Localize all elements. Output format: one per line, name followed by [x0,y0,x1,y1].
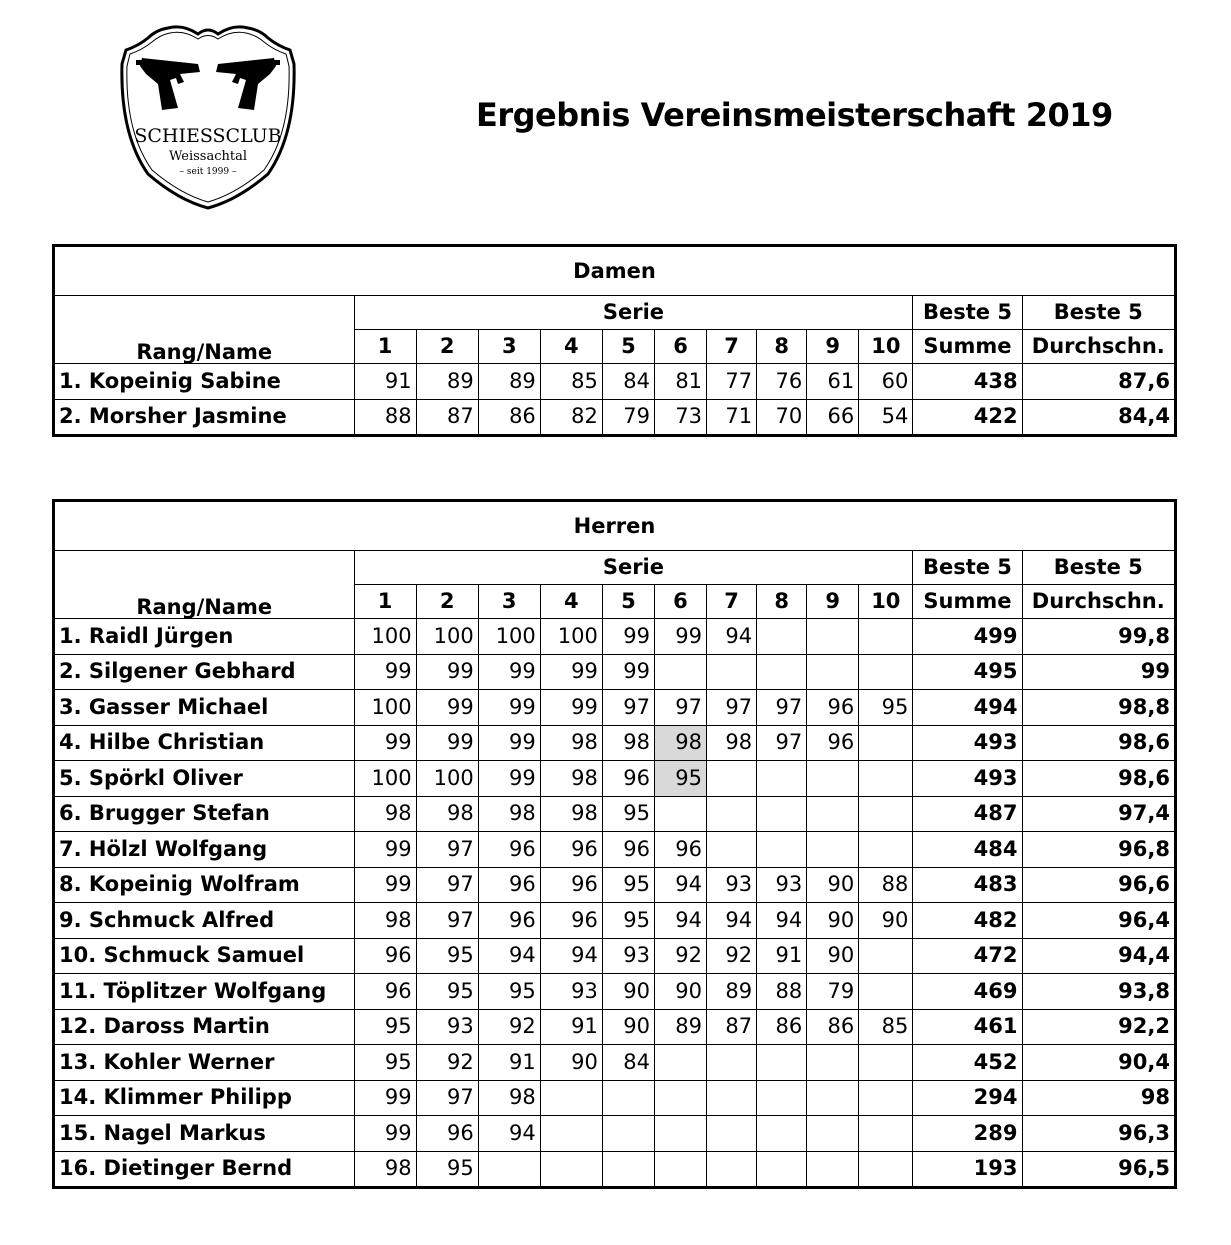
best5-sum: 438 [913,364,1022,400]
score-cell: 99 [354,1116,416,1152]
score-cell: 96 [807,725,859,761]
score-cell: 71 [707,399,757,436]
rank-name: 8. Kopeinig Wolfram [54,867,355,903]
score-cell: 86 [478,399,540,436]
best5-average: 96,3 [1022,1116,1175,1152]
score-cell: 90 [807,903,859,939]
score-cell [478,1151,540,1188]
score-cell: 93 [416,1009,478,1045]
score-cell [859,654,913,690]
score-cell: 99 [478,690,540,726]
score-cell: 97 [757,690,807,726]
score-cell: 93 [707,867,757,903]
score-cell: 96 [540,903,602,939]
table-row [54,1009,1176,1045]
score-cell [540,1080,602,1116]
serie-number-header: 3 [478,585,540,619]
best5-sum: 494 [913,690,1022,726]
score-cell-highlighted: 95 [654,761,706,797]
score-cell [540,1116,602,1152]
score-cell: 92 [707,938,757,974]
score-cell [757,1116,807,1152]
score-cell: 79 [807,974,859,1010]
table-row [54,399,1176,436]
serie-number-header: 4 [540,585,602,619]
score-cell: 70 [757,399,807,436]
score-cell [807,619,859,655]
score-cell: 95 [354,1045,416,1081]
score-cell: 90 [602,974,654,1010]
score-cell: 95 [354,1009,416,1045]
score-cell: 98 [478,1080,540,1116]
score-cell [707,1080,757,1116]
herren-body [54,501,1176,1188]
score-cell [859,974,913,1010]
rank-name: 15. Nagel Markus [54,1116,355,1152]
best5-sum: 495 [913,654,1022,690]
serie-number-header: 1 [354,585,416,619]
score-cell: 95 [478,974,540,1010]
score-cell [540,1151,602,1188]
best5-sum: 499 [913,619,1022,655]
score-cell: 89 [416,364,478,400]
score-cell [707,654,757,690]
score-cell [807,761,859,797]
serie-header: Serie [354,551,913,585]
table-row [54,725,1176,761]
score-cell: 91 [757,938,807,974]
score-cell: 96 [416,1116,478,1152]
club-name: SCHIESSCLUB [134,125,282,147]
score-cell-highlighted: 98 [654,725,706,761]
score-cell: 90 [602,1009,654,1045]
score-cell: 97 [416,1080,478,1116]
rang-name-header: Rang/Name [54,551,355,619]
best5-average: 99,8 [1022,619,1175,655]
score-cell: 89 [478,364,540,400]
score-cell: 99 [602,654,654,690]
score-cell: 94 [540,938,602,974]
score-cell: 100 [478,619,540,655]
herren-table [52,499,1177,1189]
score-cell: 88 [354,399,416,436]
best5-sum: 493 [913,725,1022,761]
score-cell [859,938,913,974]
score-cell: 90 [807,867,859,903]
serie-number-header: 10 [859,330,913,364]
rank-name: 16. Dietinger Bernd [54,1151,355,1188]
table-row [54,654,1176,690]
score-cell [757,654,807,690]
score-cell: 85 [859,1009,913,1045]
score-cell: 96 [478,867,540,903]
beste5-summe-header-top: Beste 5 [913,296,1022,330]
best5-average: 99 [1022,654,1175,690]
score-cell: 97 [602,690,654,726]
club-since: – seit 1999 – [179,167,237,177]
best5-sum: 469 [913,974,1022,1010]
serie-number-header: 5 [602,330,654,364]
score-cell [707,1116,757,1152]
table-row [54,1045,1176,1081]
score-cell [707,1151,757,1188]
score-cell: 100 [416,619,478,655]
score-cell: 89 [707,974,757,1010]
rank-name: 14. Klimmer Philipp [54,1080,355,1116]
score-cell [757,1151,807,1188]
score-cell: 86 [807,1009,859,1045]
score-cell: 61 [807,364,859,400]
serie-number-header: 1 [354,330,416,364]
score-cell: 94 [478,1116,540,1152]
table-row [54,690,1176,726]
rank-name: 1. Raidl Jürgen [54,619,355,655]
table-row [54,1116,1176,1152]
score-cell [859,1151,913,1188]
best5-sum: 422 [913,399,1022,436]
best5-average: 92,2 [1022,1009,1175,1045]
score-cell: 96 [654,832,706,868]
score-cell [859,832,913,868]
summe-header: Summe [913,330,1022,364]
score-cell: 100 [354,690,416,726]
serie-number-header: 9 [807,330,859,364]
score-cell: 60 [859,364,913,400]
score-cell: 99 [354,1080,416,1116]
score-cell [602,1151,654,1188]
score-cell: 94 [478,938,540,974]
score-cell: 96 [602,761,654,797]
score-cell [859,725,913,761]
score-cell [807,1045,859,1081]
best5-average: 94,4 [1022,938,1175,974]
score-cell: 96 [478,903,540,939]
best5-sum: 483 [913,867,1022,903]
score-cell: 97 [416,832,478,868]
score-cell: 89 [654,1009,706,1045]
score-cell: 98 [354,796,416,832]
score-cell [707,761,757,797]
score-cell [859,1116,913,1152]
best5-sum: 452 [913,1045,1022,1081]
serie-number-header: 8 [757,585,807,619]
score-cell: 85 [540,364,602,400]
beste5-durchschn-header-top: Beste 5 [1022,551,1175,585]
score-cell: 99 [654,619,706,655]
table-row [54,619,1176,655]
score-cell [707,832,757,868]
table-row [54,938,1176,974]
table-row [54,867,1176,903]
score-cell: 94 [757,903,807,939]
serie-number-header: 4 [540,330,602,364]
score-cell: 91 [354,364,416,400]
serie-number-header: 7 [707,585,757,619]
score-cell: 92 [478,1009,540,1045]
rank-name: 7. Hölzl Wolfgang [54,832,355,868]
section-title: Damen [54,246,1176,296]
score-cell [654,796,706,832]
score-cell: 87 [707,1009,757,1045]
score-cell [654,1045,706,1081]
score-cell: 94 [707,619,757,655]
score-cell: 96 [354,938,416,974]
serie-number-header: 8 [757,330,807,364]
best5-average: 96,6 [1022,867,1175,903]
score-cell: 90 [859,903,913,939]
score-cell [757,619,807,655]
table-row [54,903,1176,939]
best5-sum: 472 [913,938,1022,974]
score-cell [807,1080,859,1116]
durchschn-header: Durchschn. [1022,330,1175,364]
score-cell: 98 [416,796,478,832]
club-location: Weissachtal [168,149,248,164]
score-cell [807,796,859,832]
best5-average: 87,6 [1022,364,1175,400]
score-cell: 88 [757,974,807,1010]
score-cell [859,761,913,797]
serie-number-header: 10 [859,585,913,619]
rank-name: 9. Schmuck Alfred [54,903,355,939]
score-cell: 96 [478,832,540,868]
damen-table [52,244,1177,437]
score-cell [807,654,859,690]
best5-sum: 487 [913,796,1022,832]
score-cell: 99 [416,725,478,761]
score-cell [757,1080,807,1116]
best5-average: 98,8 [1022,690,1175,726]
score-cell: 100 [354,619,416,655]
score-cell: 99 [540,690,602,726]
damen-body [54,246,1176,436]
best5-sum: 294 [913,1080,1022,1116]
summe-header: Summe [913,585,1022,619]
score-cell: 99 [602,619,654,655]
score-cell [707,796,757,832]
best5-average: 96,5 [1022,1151,1175,1188]
score-cell [807,1116,859,1152]
score-cell: 82 [540,399,602,436]
score-cell [859,1080,913,1116]
serie-header: Serie [354,296,913,330]
score-cell [859,619,913,655]
rank-name: 1. Kopeinig Sabine [54,364,355,400]
score-cell: 79 [602,399,654,436]
score-cell: 66 [807,399,859,436]
score-cell: 100 [540,619,602,655]
serie-number-header: 5 [602,585,654,619]
score-cell [654,1080,706,1116]
score-cell: 93 [540,974,602,1010]
table-row [54,761,1176,797]
rank-name: 11. Töplitzer Wolfgang [54,974,355,1010]
best5-sum: 484 [913,832,1022,868]
score-cell: 90 [654,974,706,1010]
score-cell: 96 [807,690,859,726]
score-cell: 100 [354,761,416,797]
page-title: Ergebnis Vereinsmeisterschaft 2019 [476,96,1113,134]
score-cell [707,1045,757,1081]
score-cell: 76 [757,364,807,400]
rank-name: 10. Schmuck Samuel [54,938,355,974]
best5-average: 96,4 [1022,903,1175,939]
section-title: Herren [54,501,1176,551]
score-cell [602,1080,654,1116]
score-cell: 99 [354,867,416,903]
score-cell [757,761,807,797]
serie-number-header: 6 [654,330,706,364]
score-cell: 81 [654,364,706,400]
score-cell: 90 [540,1045,602,1081]
score-cell: 54 [859,399,913,436]
serie-number-header: 7 [707,330,757,364]
score-cell [859,1045,913,1081]
score-cell: 93 [602,938,654,974]
score-cell: 95 [859,690,913,726]
score-cell: 98 [602,725,654,761]
score-cell [807,1151,859,1188]
best5-average: 97,4 [1022,796,1175,832]
score-cell: 99 [416,690,478,726]
score-cell: 93 [757,867,807,903]
best5-sum: 493 [913,761,1022,797]
rank-name: 3. Gasser Michael [54,690,355,726]
score-cell: 84 [602,1045,654,1081]
score-cell: 84 [602,364,654,400]
score-cell: 99 [478,761,540,797]
score-cell: 96 [354,974,416,1010]
rank-name: 12. Daross Martin [54,1009,355,1045]
best5-average: 98,6 [1022,725,1175,761]
serie-number-header: 9 [807,585,859,619]
best5-average: 98,6 [1022,761,1175,797]
best5-sum: 193 [913,1151,1022,1188]
rank-name: 2. Morsher Jasmine [54,399,355,436]
score-cell: 97 [707,690,757,726]
score-cell: 98 [354,1151,416,1188]
score-cell: 97 [416,867,478,903]
score-cell [654,1151,706,1188]
score-cell: 95 [602,867,654,903]
score-cell: 98 [354,903,416,939]
score-cell [757,832,807,868]
best5-average: 84,4 [1022,399,1175,436]
beste5-summe-header-top: Beste 5 [913,551,1022,585]
score-cell: 99 [354,654,416,690]
score-cell: 98 [540,761,602,797]
score-cell [654,654,706,690]
score-cell: 96 [540,832,602,868]
best5-sum: 289 [913,1116,1022,1152]
score-cell: 95 [602,796,654,832]
score-cell: 95 [416,938,478,974]
score-cell: 99 [354,832,416,868]
score-cell: 77 [707,364,757,400]
best5-average: 90,4 [1022,1045,1175,1081]
best5-average: 93,8 [1022,974,1175,1010]
table-row [54,974,1176,1010]
beste5-durchschn-header-top: Beste 5 [1022,296,1175,330]
table-row [54,796,1176,832]
score-cell [757,1045,807,1081]
score-cell: 95 [602,903,654,939]
score-cell: 98 [478,796,540,832]
rank-name: 5. Spörkl Oliver [54,761,355,797]
table-row [54,1151,1176,1188]
score-cell: 97 [654,690,706,726]
score-cell: 99 [478,654,540,690]
best5-average: 96,8 [1022,832,1175,868]
score-cell: 90 [807,938,859,974]
score-cell: 94 [654,903,706,939]
rank-name: 13. Kohler Werner [54,1045,355,1081]
score-cell: 98 [540,796,602,832]
table-row [54,832,1176,868]
durchschn-header: Durchschn. [1022,585,1175,619]
score-cell: 87 [416,399,478,436]
score-cell: 96 [602,832,654,868]
score-cell: 91 [478,1045,540,1081]
score-cell: 99 [478,725,540,761]
serie-number-header: 3 [478,330,540,364]
serie-number-header: 6 [654,585,706,619]
score-cell: 97 [757,725,807,761]
rang-name-header: Rang/Name [54,296,355,364]
score-cell [859,796,913,832]
score-cell: 73 [654,399,706,436]
score-cell: 99 [540,654,602,690]
score-cell: 94 [654,867,706,903]
table-row [54,1080,1176,1116]
score-cell: 95 [416,974,478,1010]
score-cell: 94 [707,903,757,939]
score-cell: 88 [859,867,913,903]
rank-name: 6. Brugger Stefan [54,796,355,832]
score-cell [654,1116,706,1152]
best5-average: 98 [1022,1080,1175,1116]
best5-sum: 482 [913,903,1022,939]
score-cell [757,796,807,832]
crossed-pistols-shield-icon [118,24,298,210]
score-cell: 99 [416,654,478,690]
score-cell: 99 [354,725,416,761]
score-cell: 98 [540,725,602,761]
serie-number-header: 2 [416,585,478,619]
score-cell [602,1116,654,1152]
rank-name: 4. Hilbe Christian [54,725,355,761]
score-cell: 96 [540,867,602,903]
table-row [54,364,1176,400]
best5-sum: 461 [913,1009,1022,1045]
score-cell: 92 [416,1045,478,1081]
score-cell: 97 [416,903,478,939]
serie-number-header: 2 [416,330,478,364]
score-cell [807,832,859,868]
club-logo [118,24,298,210]
score-cell: 95 [416,1151,478,1188]
rank-name: 2. Silgener Gebhard [54,654,355,690]
score-cell: 86 [757,1009,807,1045]
score-cell: 91 [540,1009,602,1045]
score-cell: 100 [416,761,478,797]
score-cell: 98 [707,725,757,761]
score-cell: 92 [654,938,706,974]
